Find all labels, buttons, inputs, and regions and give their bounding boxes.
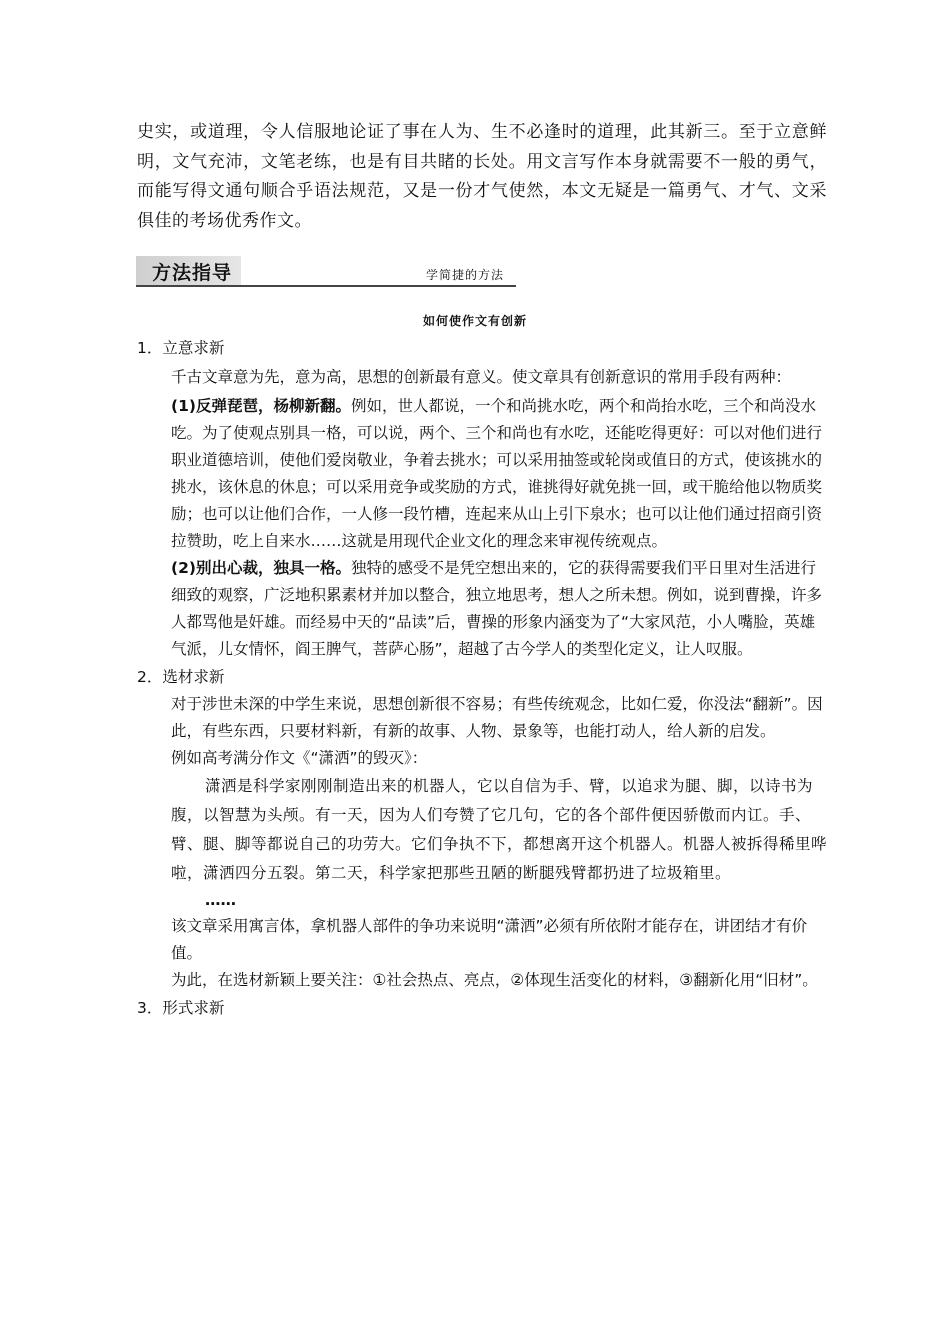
intro-paragraph: 史实，或道理，令人信服地论证了事在人为、生不必逢时的道理，此其新三。至于立意鲜明，文气充沛，文笔老练，也是有目共睹的长处。用文言写作本身就需要不一般的勇气，而能写得文通句顺合乎语法规范，又是一份才气使然，本文无疑是一篇勇气、才气、文采俱佳的考场优秀作文。 xyxy=(137,122,827,231)
heading-1: 1．立意求新 xyxy=(137,339,225,357)
s1-method-1-label: (1)反弹琵琶，杨柳新翻。 xyxy=(171,397,351,415)
s1-method-1-text: 例如，世人都说，一个和尚挑水吃，两个和尚抬水吃，三个和尚没水吃。为了使观点别具一格，可以说，两个、三个和尚也有水吃，还能吃得更好：可以对他们进行职业道德培训，使他们爱岗敬业，争着去挑水；可以采用抽签或轮岗或值日的方式，使该挑水的挑水，该休息的休息；可以采用竞争或奖励的方式，谁挑得好就免挑一回，或干脆给他以物质奖励；也可以让他们合作，一人修一段竹槽，连起来从山上引下泉水；也可以让他们通过招商引资拉赞助，吃上自来水……这就是用现代企业文化的理念来审视传统观点。 xyxy=(171,397,823,550)
s2-paragraph-2: 例如高考满分作文《“潇洒”的毁灭》： xyxy=(171,749,428,767)
s2-ellipsis: …… xyxy=(205,891,236,909)
heading-3: 3．形式求新 xyxy=(137,999,225,1017)
s1-method-2 xyxy=(171,555,827,663)
main-content xyxy=(137,334,827,1022)
s2-paragraph-1: 对于涉世未深的中学生来说，思想创新很不容易；有些传统观念，比如仁爱，你没法“翻新”。因此，有些东西，只要材料新，有新的故事、人物、景象等，也能打动人，给人新的启发。 xyxy=(171,695,823,740)
banner-title: 方法指导 xyxy=(152,262,233,284)
s1-method-1 xyxy=(171,393,827,555)
s1-intro: 千古文章意为先，意为高，思想的创新最有意义。使文章具有创新意识的常用手段有两种： xyxy=(171,368,792,386)
s2-paragraph-3: 该文章采用寓言体，拿机器人部件的争功来说明“潇洒”必须有所依附才能存在，讲团结才有价值。 xyxy=(171,917,808,962)
banner-underline xyxy=(136,285,516,287)
s1-method-2-text: 独特的感受不是凭空想出来的，它的获得需要我们平日里对生活进行细致的观察，广泛地积累素材并加以整合，独立地思考，想人之所未想。例如，说到曹操，许多人都骂他是奸雄。而经易中天的“品读”后，曹操的形象内涵变为了“大家风范，小人嘴脸，英雄气派，儿女情怀，阎王脾气，菩萨心肠”，超越了古今学人的类型化定义，让人叹服。 xyxy=(171,559,823,658)
s2-paragraph-4: 为此，在选材新颖上要关注：①社会热点、亮点，②体现生活变化的材料，③翻新化用“旧材”。 xyxy=(171,971,818,989)
s1-method-2-label: (2)别出心裁，独具一格。 xyxy=(171,559,351,577)
section-title: 如何使作文有创新 xyxy=(422,314,527,328)
s2-quoted-excerpt: 潇洒是科学家刚刚制造出来的机器人，它以自信为手、臂，以追求为腿、脚，以诗书为腹，以智慧为头颅。有一天，因为人们夸赞了它几句，它的各个部件便因骄傲而内讧。手、臂、腿、脚等都说自己的功劳大。它们争执不下，都想离开这个机器人。机器人被拆得稀里哗啦，潇洒四分五裂。第二天，科学家把那些丑陋的断腿残臂都扔进了垃圾箱里。 xyxy=(171,777,828,882)
banner-subtitle: 学简捷的方法 xyxy=(426,268,505,282)
heading-2: 2．选材求新 xyxy=(137,668,225,686)
method-guide-banner xyxy=(136,252,516,288)
